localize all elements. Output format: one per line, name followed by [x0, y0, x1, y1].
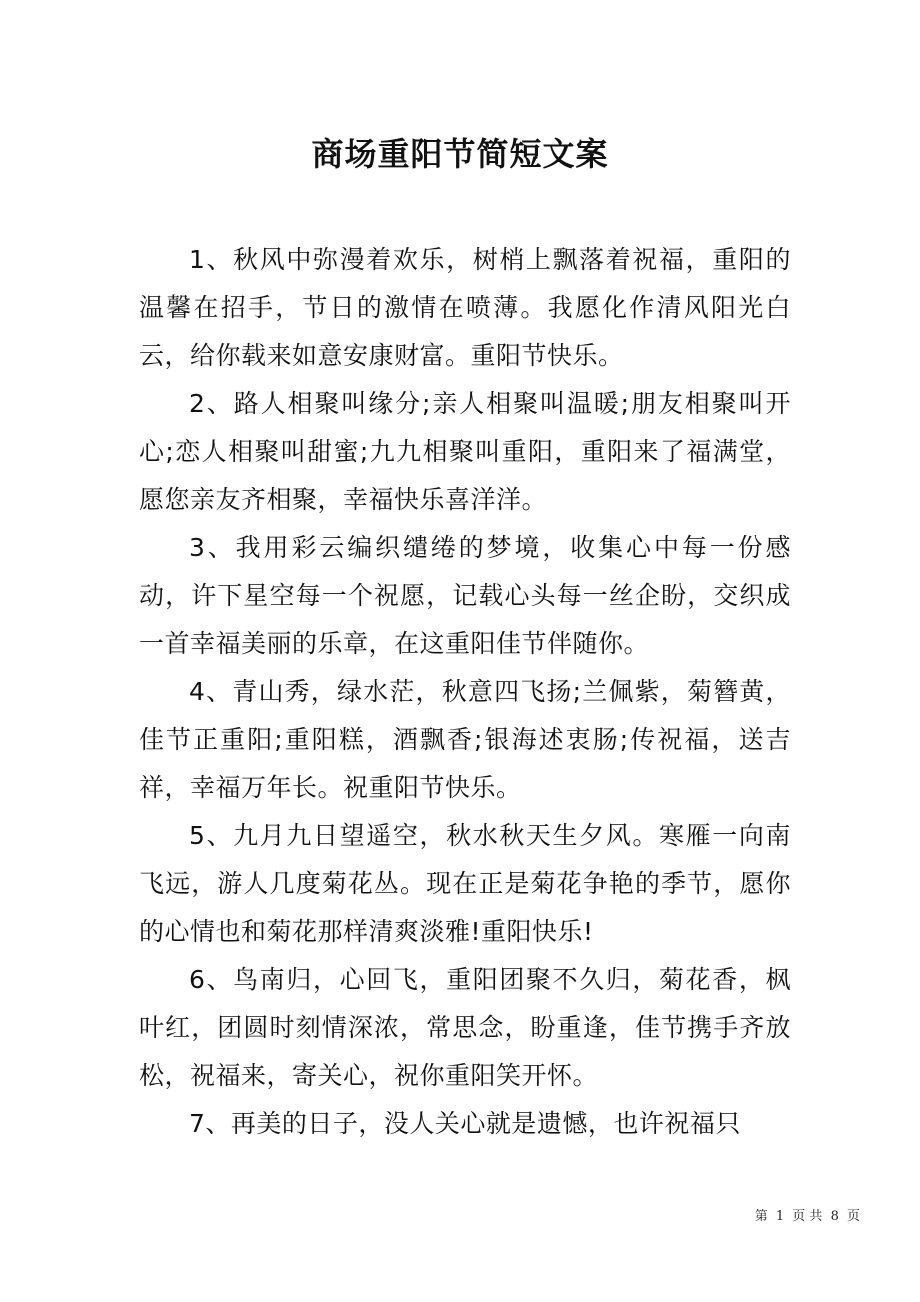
footer-suffix: 页: [846, 1209, 860, 1224]
document-title: 商场重阳节简短文案: [311, 135, 609, 173]
paragraph-1: 1、秋风中弥漫着欢乐，树梢上飘落着祝福，重阳的温馨在招手，节日的激情在喷薄。我愿化作清风阳光白云，给你载来如意安康财富。重阳节快乐。: [139, 245, 791, 370]
paragraph-3: 3、我用彩云编织缱绻的梦境，收集心中每一份感动，许下星空每一个祝愿，记载心头每一丝企盼，交织成一首幸福美丽的乐章，在这重阳佳节伴随你。: [139, 533, 791, 658]
document-body: [139, 236, 791, 1148]
paragraph-6: 6、鸟南归，心回飞，重阳团聚不久归，菊花香，枫叶红，团圆时刻情深浓，常思念，盼重逢，佳节携手齐放松，祝福来，寄关心，祝你重阳笑开怀。: [139, 965, 791, 1090]
paragraph-7: 7、再美的日子，没人关心就是遗憾，也许祝福只: [189, 1109, 741, 1138]
page-footer: [0, 1207, 862, 1227]
footer-mid: 页 共: [792, 1209, 823, 1224]
footer-prefix: 第: [754, 1209, 768, 1224]
paragraph-5: 5、九月九日望遥空，秋水秋天生夕风。寒雁一向南飞远，游人几度菊花丛。现在正是菊花争艳的季节，愿你的心情也和菊花那样清爽淡雅!重阳快乐!: [139, 821, 791, 946]
paragraph-4: 4、青山秀，绿水茫，秋意四飞扬;兰佩紫，菊簪黄，佳节正重阳;重阳糕，酒飘香;银海述衷肠;传祝福，送吉祥，幸福万年长。祝重阳节快乐。: [139, 677, 791, 802]
footer-page-number: 1: [775, 1209, 785, 1224]
paragraph-2: 2、路人相聚叫缘分;亲人相聚叫温暖;朋友相聚叫开心;恋人相聚叫甜蜜;九九相聚叫重阳，重阳来了福满堂，愿您亲友齐相聚，幸福快乐喜洋洋。: [139, 389, 791, 514]
footer-page-total: 8: [830, 1209, 839, 1224]
